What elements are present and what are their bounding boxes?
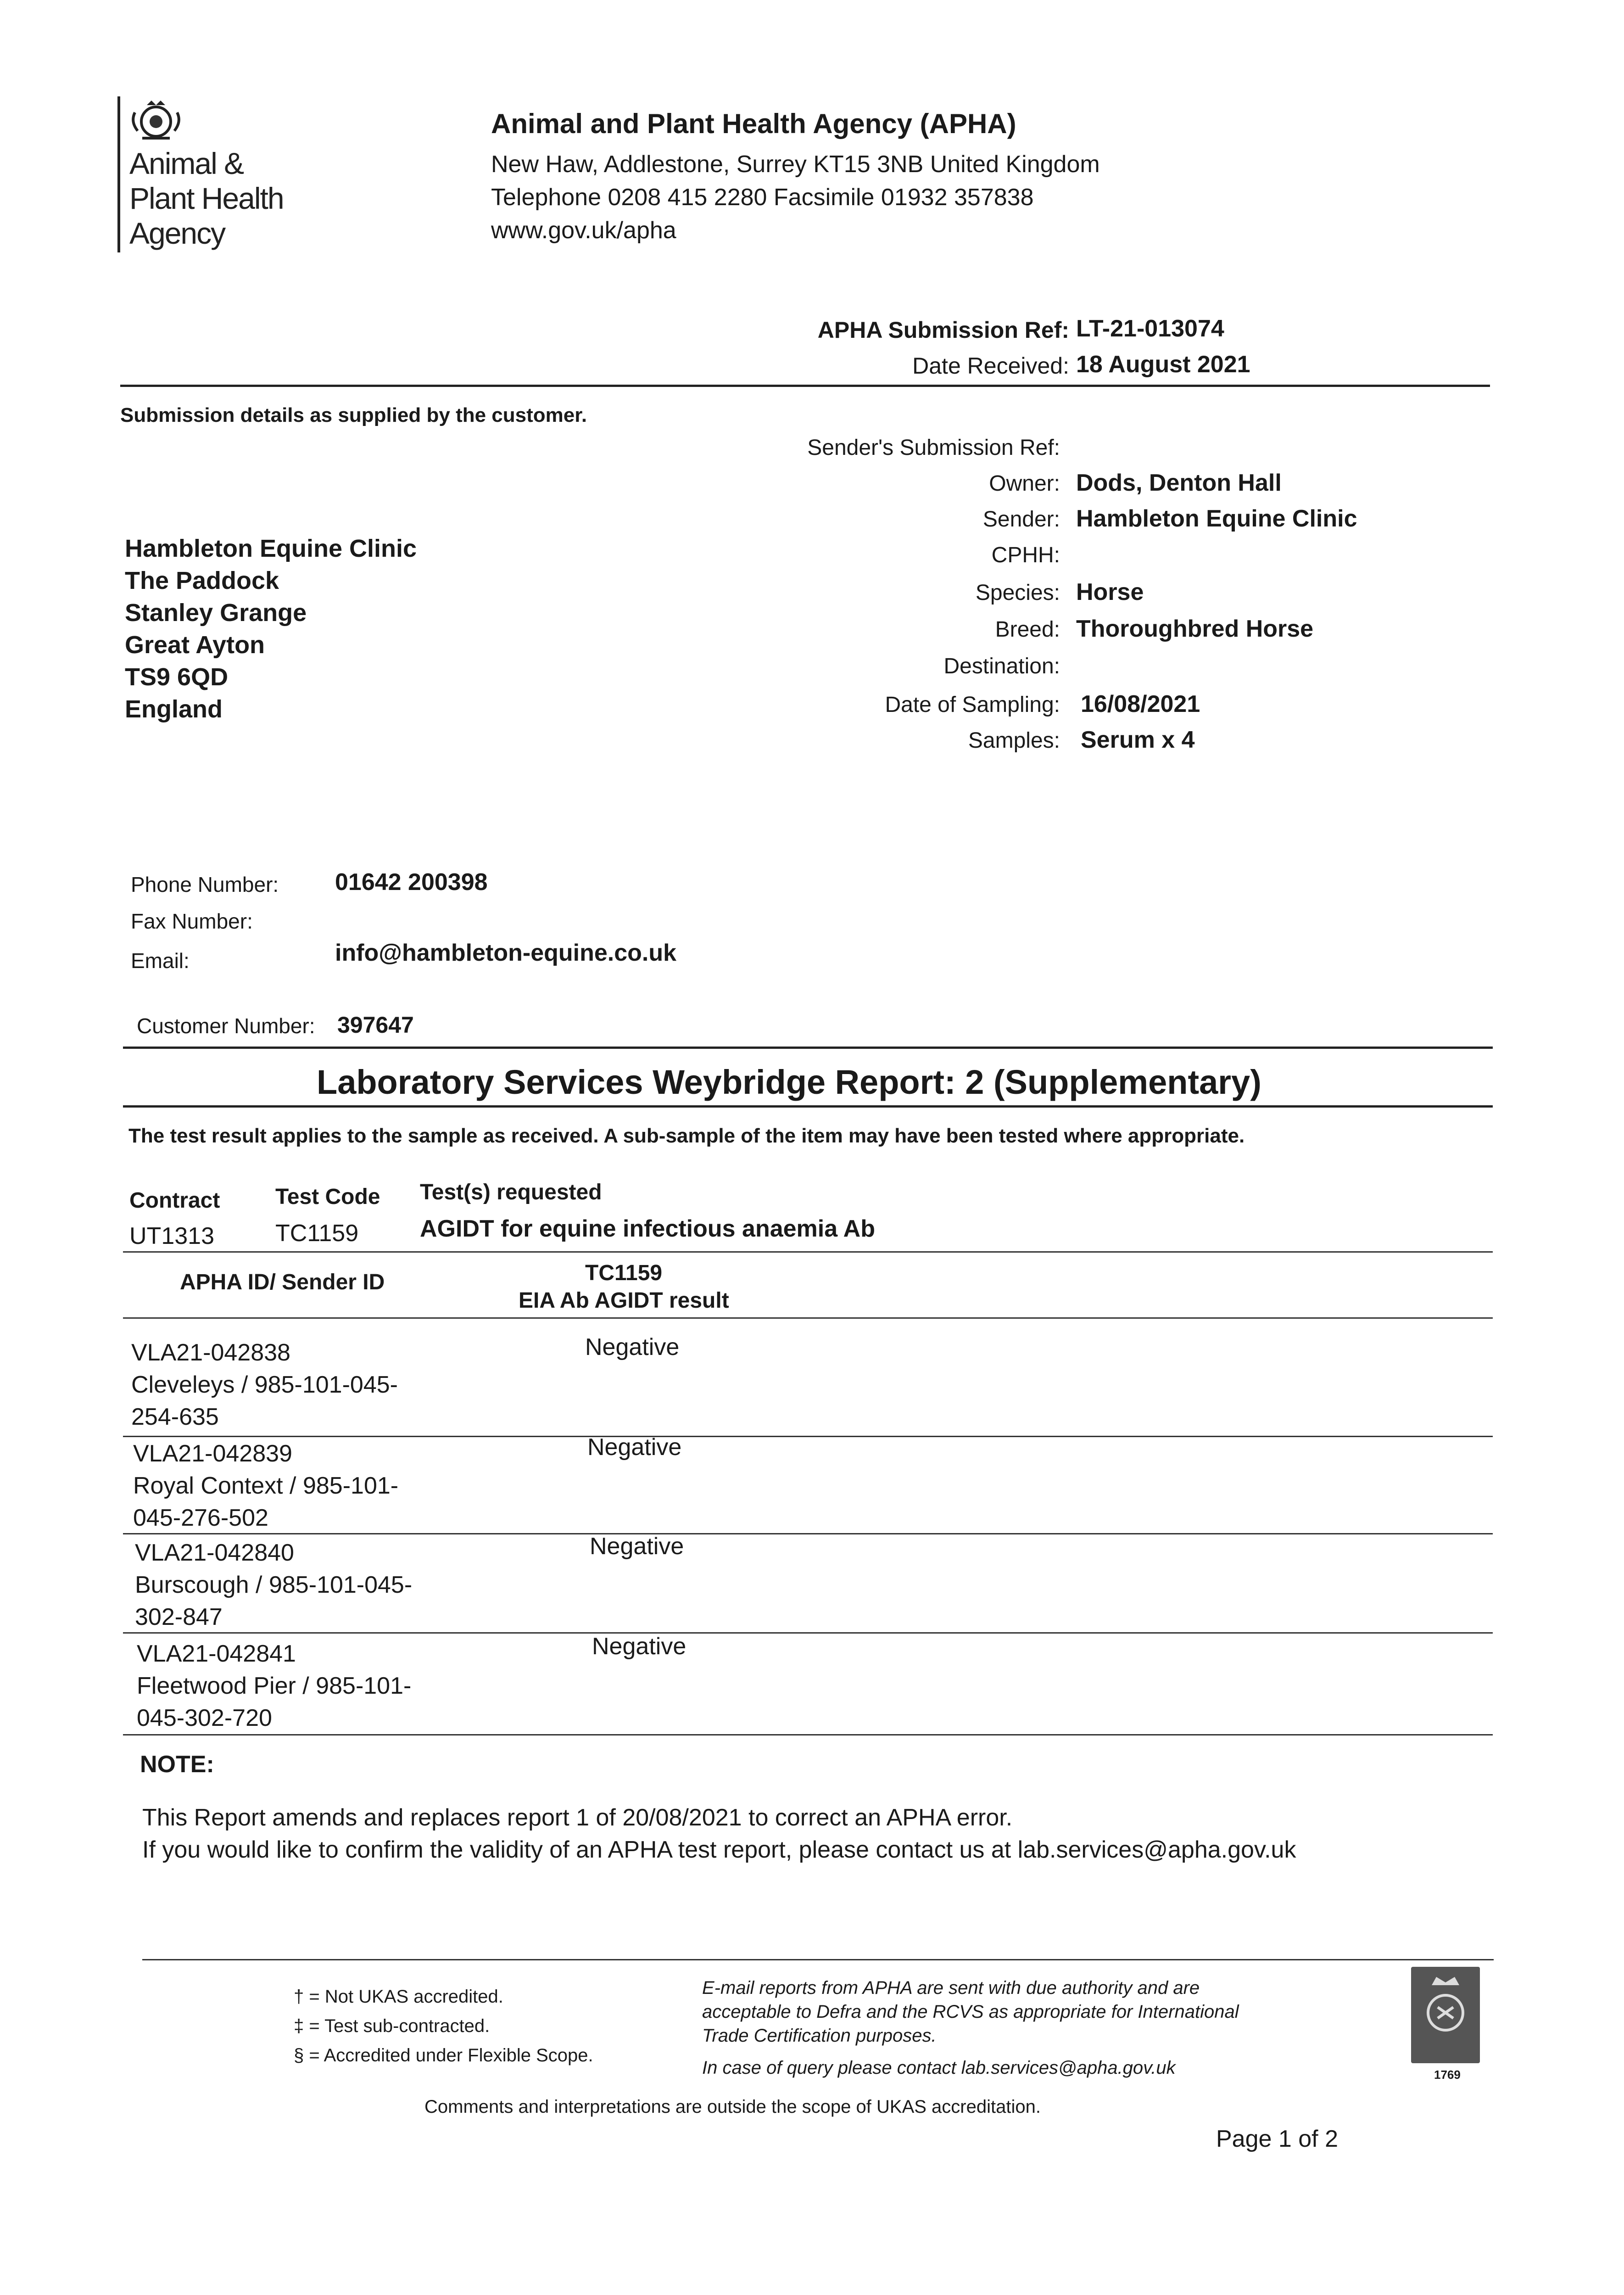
logo-divider (117, 96, 120, 252)
submission-ref-label: APHA Submission Ref: (817, 317, 1069, 343)
customer-address (125, 532, 417, 725)
destination-label: Destination: (943, 654, 1060, 678)
table-row (131, 1337, 398, 1433)
date-received-value: 18 August 2021 (1076, 351, 1250, 378)
royal-crest-icon (128, 99, 184, 142)
sender-label: Sender: (982, 507, 1060, 532)
sender-id: 045-302-720 (137, 1705, 272, 1731)
apha-id: VLA21-042841 (137, 1640, 296, 1667)
note-line-2: If you would like to confirm the validity of an APHA test report, please contact us at lab.services@apha.gov.uk (142, 1836, 1296, 1863)
ukas-comments: Comments and interpretations are outside the scope of UKAS accreditation. (424, 2097, 1041, 2117)
phone-label: Phone Number: (131, 873, 279, 896)
phone-value: 01642 200398 (335, 869, 488, 896)
breed-label: Breed: (995, 617, 1060, 642)
submission-details-heading: Submission details as supplied by the customer. (120, 404, 587, 426)
address-line: TS9 6QD (125, 663, 229, 691)
sender-id: Fleetwood Pier / 985-101- (137, 1673, 412, 1699)
contract-value: UT1313 (129, 1223, 214, 1249)
email-disclaimer-line: Trade Certification purposes. (702, 2026, 937, 2046)
divider (123, 1251, 1493, 1253)
footer-divider (142, 1959, 1494, 1960)
divider (123, 1047, 1493, 1049)
sender-id: 045-276-502 (133, 1505, 268, 1531)
email-value[interactable]: info@hambleton-equine.co.uk (335, 940, 677, 966)
query-contact: In case of query please contact lab.services@apha.gov.uk (702, 2058, 1176, 2078)
page-number: Page 1 of 2 (1216, 2126, 1338, 2152)
divider (123, 1436, 1493, 1437)
email-disclaimer (702, 1976, 1239, 2080)
apha-id: VLA21-042839 (133, 1440, 292, 1467)
agency-name: Animal and Plant Health Agency (APHA) (491, 108, 1016, 139)
applies-text: The test result applies to the sample as received. A sub-sample of the item may have been tested where appropriate. (128, 1125, 1245, 1147)
key-not-ukas: † = Not UKAS accredited. (294, 1987, 503, 2007)
report-title: Laboratory Services Weybridge Report: 2 (Supplementary) (317, 1063, 1261, 1101)
apha-id: VLA21-042840 (135, 1539, 294, 1566)
contract-header: Contract (129, 1188, 220, 1213)
results-test-name-header: EIA Ab AGIDT result (519, 1288, 729, 1313)
result-value: Negative (585, 1334, 680, 1360)
agency-website[interactable]: www.gov.uk/apha (491, 217, 676, 244)
date-sampling-value: 16/08/2021 (1081, 691, 1200, 717)
accreditation-key (294, 1982, 593, 2070)
fax-label: Fax Number: (131, 909, 253, 933)
owner-value: Dods, Denton Hall (1076, 470, 1282, 496)
results-test-code-header: TC1159 (585, 1261, 663, 1285)
submission-ref-value: LT-21-013074 (1076, 315, 1224, 342)
samples-label: Samples: (968, 728, 1060, 753)
test-name-value: AGIDT for equine infectious anaemia Ab (420, 1215, 875, 1242)
tests-requested-header: Test(s) requested (420, 1180, 602, 1204)
customer-number-label: Customer Number: (137, 1014, 315, 1038)
customer-number-value: 397647 (337, 1012, 414, 1038)
results-id-header: APHA ID/ Sender ID (180, 1270, 385, 1294)
header-divider (120, 385, 1490, 387)
note-line-1: This Report amends and replaces report 1 of 20/08/2021 to correct an APHA error. (142, 1804, 1013, 1831)
agency-address: New Haw, Addlestone, Surrey KT15 3NB United Kingdom (491, 151, 1100, 178)
sender-id: Cleveleys / 985-101-045- (131, 1371, 398, 1398)
owner-label: Owner: (989, 471, 1060, 496)
result-value: Negative (587, 1434, 682, 1461)
ukas-crown-icon (1411, 1967, 1480, 2045)
sender-id: 302-847 (135, 1604, 223, 1630)
agency-logo-text (129, 146, 284, 251)
date-sampling-label: Date of Sampling: (885, 693, 1060, 717)
key-sub-contracted: ‡ = Test sub-contracted. (294, 2016, 490, 2036)
email-label: Email: (131, 949, 190, 973)
address-line: Great Ayton (125, 631, 265, 659)
ukas-logo (1411, 1967, 1480, 2063)
address-line: Stanley Grange (125, 599, 307, 627)
key-flexible-scope: § = Accredited under Flexible Scope. (294, 2045, 593, 2066)
test-code-value: TC1159 (275, 1220, 359, 1247)
apha-id: VLA21-042838 (131, 1339, 290, 1366)
samples-value: Serum x 4 (1081, 727, 1195, 753)
sender-id: Burscough / 985-101-045- (135, 1572, 413, 1598)
email-disclaimer-line: acceptable to Defra and the RCVS as appropriate for International (702, 2002, 1239, 2022)
table-row (135, 1537, 412, 1633)
note-heading: NOTE: (140, 1751, 214, 1778)
sender-id: Royal Context / 985-101- (133, 1472, 399, 1499)
divider (123, 1105, 1493, 1108)
address-line: England (125, 695, 223, 723)
result-value: Negative (592, 1633, 686, 1660)
result-value: Negative (590, 1533, 684, 1560)
species-label: Species: (975, 581, 1060, 605)
sender-ref-label: Sender's Submission Ref: (807, 436, 1060, 460)
sender-id: 254-635 (131, 1404, 219, 1430)
table-row (133, 1438, 398, 1534)
sender-value: Hambleton Equine Clinic (1076, 505, 1357, 532)
date-received-label: Date Received: (912, 353, 1069, 379)
table-row (137, 1638, 411, 1734)
breed-value: Thoroughbred Horse (1076, 616, 1314, 642)
logo-line-3: Agency (129, 216, 225, 250)
ukas-number: 1769 (1434, 2068, 1461, 2082)
agency-phone: Telephone 0208 415 2280 Facsimile 01932 357838 (491, 184, 1034, 211)
logo-line-2: Plant Health (129, 181, 284, 215)
divider (123, 1734, 1493, 1735)
test-code-header: Test Code (275, 1185, 380, 1209)
species-value: Horse (1076, 579, 1144, 605)
address-line: Hambleton Equine Clinic (125, 535, 417, 562)
divider (123, 1317, 1493, 1319)
logo-line-1: Animal & (129, 146, 244, 180)
address-line: The Paddock (125, 567, 279, 594)
cphh-label: CPHH: (991, 543, 1060, 567)
divider (123, 1533, 1493, 1534)
divider (123, 1632, 1493, 1634)
email-disclaimer-line: E-mail reports from APHA are sent with due authority and are (702, 1978, 1200, 1998)
